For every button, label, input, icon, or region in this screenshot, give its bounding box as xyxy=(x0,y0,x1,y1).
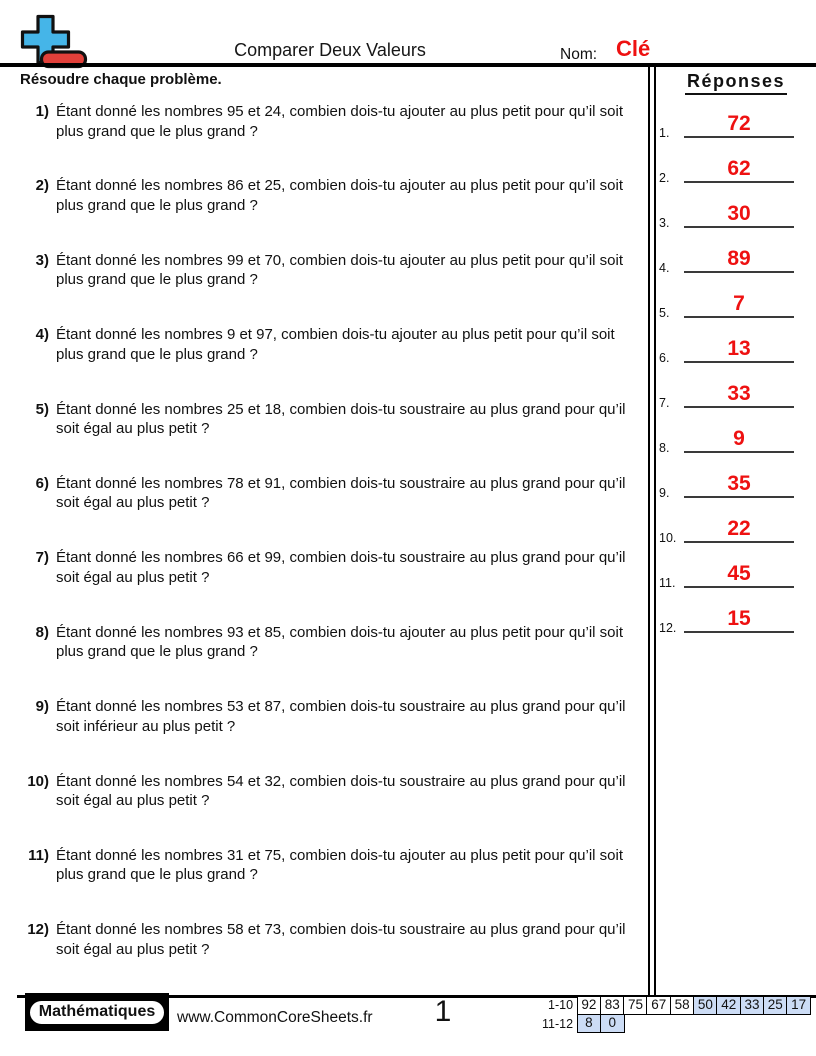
answer-item xyxy=(656,510,816,555)
brand-badge xyxy=(25,993,169,1031)
answer-item xyxy=(656,150,816,195)
answer-line xyxy=(684,383,794,408)
answer-number: 3. xyxy=(659,216,670,230)
answer-item xyxy=(656,555,816,600)
problems-list xyxy=(24,102,644,995)
score-cell: 67 xyxy=(646,996,671,1015)
answer-value: 22 xyxy=(727,517,751,540)
brand-label: Mathématiques xyxy=(28,999,166,1026)
score-cells xyxy=(578,996,811,1015)
problem-number: 5) xyxy=(35,400,49,418)
problem-text: Étant donné les nombres 54 et 32, combien dois-tu soustraire au plus grand pour qu’il soit égal au plus petit ? xyxy=(56,772,626,810)
score-range-label: 1-10 xyxy=(548,998,574,1012)
problem-item xyxy=(24,102,644,176)
problem-item xyxy=(24,176,644,250)
problem-item xyxy=(24,846,644,920)
header-divider xyxy=(0,63,816,67)
answer-item xyxy=(656,420,816,465)
answer-number: 6. xyxy=(659,351,670,365)
answer-line xyxy=(684,338,794,363)
answer-item xyxy=(656,330,816,375)
answer-line xyxy=(684,608,794,633)
problem-number: 9) xyxy=(35,698,49,716)
problem-number: 11) xyxy=(28,846,49,864)
answer-line xyxy=(684,428,794,453)
instruction-text: Résoudre chaque problème. xyxy=(20,71,222,88)
answer-number: 10. xyxy=(659,531,677,545)
problem-number: 8) xyxy=(35,623,49,641)
answer-number: 9. xyxy=(659,486,670,500)
answer-number: 2. xyxy=(659,171,670,185)
problem-text: Étant donné les nombres 9 et 97, combien dois-tu ajouter au plus petit pour qu’il soit plus grand que le plus grand ? xyxy=(56,326,615,363)
answer-value: 72 xyxy=(727,112,751,135)
answer-item xyxy=(656,105,816,150)
problem-item xyxy=(24,548,644,622)
problem-item xyxy=(24,772,644,846)
answer-value: 7 xyxy=(733,292,745,315)
score-cell: 0 xyxy=(600,1014,625,1033)
score-cell: 25 xyxy=(763,996,788,1015)
website-text: www.CommonCoreSheets.fr xyxy=(177,1009,373,1026)
page-number: 1 xyxy=(434,995,452,1028)
answer-item xyxy=(656,285,816,330)
problem-text: Étant donné les nombres 53 et 87, combien dois-tu soustraire au plus grand pour qu’il soit inférieur au plus petit ? xyxy=(56,698,626,735)
answer-number: 7. xyxy=(659,396,670,410)
answer-item xyxy=(656,240,816,285)
name-label: Nom: xyxy=(560,46,598,63)
problem-item xyxy=(24,325,644,399)
answer-value: 30 xyxy=(727,202,751,225)
score-cell: 42 xyxy=(716,996,741,1015)
answer-item xyxy=(656,465,816,510)
problem-text: Étant donné les nombres 95 et 24, combien dois-tu ajouter au plus petit pour qu’il soit plus grand que le plus grand ? xyxy=(56,103,624,140)
problem-text: Étant donné les nombres 86 et 25, combien dois-tu ajouter au plus petit pour qu’il soit plus grand que le plus grand ? xyxy=(56,177,624,214)
answer-item xyxy=(656,375,816,420)
answer-value: 33 xyxy=(727,382,751,405)
score-cell: 92 xyxy=(577,996,602,1015)
answer-number: 8. xyxy=(659,441,670,455)
score-row xyxy=(530,1015,811,1034)
problem-text: Étant donné les nombres 93 et 85, combien dois-tu ajouter au plus petit pour qu’il soit plus grand que le plus grand ? xyxy=(56,623,624,661)
problem-number: 3) xyxy=(35,251,49,269)
answer-value: 9 xyxy=(733,427,745,450)
problem-number: 6) xyxy=(35,474,49,492)
answer-number: 5. xyxy=(659,306,670,320)
answer-line xyxy=(684,158,794,183)
problem-text: Étant donné les nombres 25 et 18, combien dois-tu soustraire au plus grand pour qu’il soit égal au plus petit ? xyxy=(56,400,626,438)
answer-line xyxy=(684,293,794,318)
problem-text: Étant donné les nombres 99 et 70, combien dois-tu ajouter au plus petit pour qu’il soit plus grand que le plus grand ? xyxy=(56,251,624,289)
answer-line xyxy=(684,248,794,273)
score-table xyxy=(530,996,811,1034)
answers-header xyxy=(660,71,812,95)
score-range-label: 11-12 xyxy=(541,1017,574,1031)
answers-header-label: Réponses xyxy=(685,71,787,95)
answers-list xyxy=(656,105,816,645)
answer-key-name: Clé xyxy=(616,36,651,61)
score-cell: 83 xyxy=(600,996,625,1015)
answer-line xyxy=(684,563,794,588)
answer-item xyxy=(656,600,816,645)
problem-text: Étant donné les nombres 31 et 75, combien dois-tu ajouter au plus petit pour qu’il soit plus grand que le plus grand ? xyxy=(56,846,624,884)
score-cell: 17 xyxy=(786,996,811,1015)
answers-divider xyxy=(648,67,656,995)
problem-text: Étant donné les nombres 58 et 73, combien dois-tu soustraire au plus grand pour qu’il soit égal au plus petit ? xyxy=(56,921,626,958)
problem-number: 2) xyxy=(35,177,49,195)
problem-number: 12) xyxy=(27,921,49,939)
answer-value: 35 xyxy=(727,472,751,495)
problem-item xyxy=(24,920,644,994)
problem-item xyxy=(24,474,644,548)
problem-item xyxy=(24,623,644,697)
score-cell: 75 xyxy=(623,996,648,1015)
answer-line xyxy=(684,518,794,543)
problem-item xyxy=(24,697,644,771)
problem-text: Étant donné les nombres 66 et 99, combien dois-tu soustraire au plus grand pour qu’il soit égal au plus petit ? xyxy=(56,549,626,586)
page-title: Comparer Deux Valeurs xyxy=(234,40,426,60)
answer-line xyxy=(684,113,794,138)
score-cell: 50 xyxy=(693,996,718,1015)
problem-number: 7) xyxy=(35,549,49,567)
problem-number: 10) xyxy=(27,772,49,790)
answer-line xyxy=(684,473,794,498)
problem-number: 4) xyxy=(35,326,49,344)
score-cell: 33 xyxy=(740,996,765,1015)
problem-item xyxy=(24,400,644,474)
answer-value: 13 xyxy=(727,337,751,360)
problem-item xyxy=(24,251,644,325)
score-row xyxy=(530,996,811,1015)
score-cell: 8 xyxy=(577,1014,602,1033)
answer-number: 12. xyxy=(659,621,677,635)
answer-value: 62 xyxy=(727,157,751,180)
problem-number: 1) xyxy=(35,103,49,120)
answer-number: 11. xyxy=(659,576,676,590)
answer-item xyxy=(656,195,816,240)
answer-number: 4. xyxy=(659,261,670,275)
answer-value: 45 xyxy=(727,562,751,585)
score-cell: 58 xyxy=(670,996,695,1015)
score-cells xyxy=(578,1015,625,1034)
answer-line xyxy=(684,203,794,228)
answer-value: 15 xyxy=(727,607,751,630)
answer-value: 89 xyxy=(727,247,751,270)
answer-number: 1. xyxy=(659,126,670,140)
problem-text: Étant donné les nombres 78 et 91, combien dois-tu soustraire au plus grand pour qu’il soit égal au plus petit ? xyxy=(56,474,626,512)
